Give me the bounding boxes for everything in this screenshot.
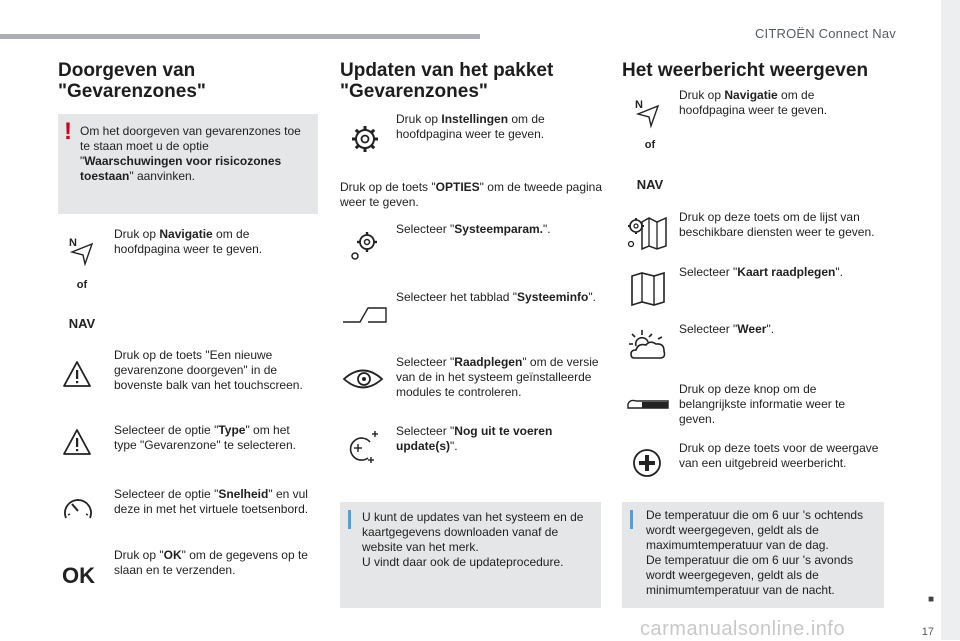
svg-text:N: N [69, 237, 77, 249]
or-label: of [644, 139, 656, 151]
step-text: Selecteer het tabblad "Systeeminfo". [396, 290, 596, 304]
section-title-update-package: Updaten van het pakket "Gevarenzones" [340, 60, 554, 102]
watermark: carmanualsonline.info [640, 618, 846, 640]
step-text: Selecteer "Weer". [679, 322, 775, 336]
step-text: Selecteer "Kaart raadplegen". [679, 265, 843, 279]
step-text: Selecteer "Systeemparam.". [396, 222, 551, 236]
step-text: Druk op deze toets om de lijst van beschikbare diensten weer te geven. [679, 210, 875, 239]
ok-button-label: OK [62, 563, 95, 588]
notice-text: Om het doorgeven van gevarenzones toe te staan moet u de optie "Waarschuwingen voor risicozones toestaan" aanvinken. [80, 124, 301, 183]
page-marker: ■ [927, 594, 934, 605]
exclamation-icon: ! [64, 118, 72, 145]
warning-triangle-icon [62, 360, 92, 388]
info-text: U kunt de updates van het systeem en de kaartgegevens downloaden vanaf de website van het merk. U vindt daar ook de updateprocedure. [362, 510, 584, 569]
warning-triangle-icon [62, 428, 92, 456]
manual-title: CITROËN Connect Nav [754, 26, 896, 41]
step-text: Druk op de toets "OPTIES" om de tweede pagina weer te geven. [340, 180, 603, 209]
step-text: Selecteer "Nog uit te voeren update(s)". [396, 424, 553, 453]
step-text: Druk op de toets "Een nieuwe gevarenzone doorgeven" in de bovenste balk van het touchscreen. [114, 348, 303, 392]
expand-plus-icon [632, 448, 662, 478]
info-text: De temperatuur die om 6 uur 's ochtends wordt weergegeven, geldt als de maximumtemperatuur van de dag. De temperatuur die om 6 uur 's avonds wordt weergegeven, geldt als de minimumtemperatuur van de nacht. [646, 508, 864, 597]
section-title-hazard-zones: Doorgeven van "Gevarenzones" [58, 60, 206, 102]
navigation-arrow-icon [634, 96, 662, 130]
system-settings-icon [348, 230, 380, 262]
map-icon [630, 272, 666, 306]
eye-view-icon [342, 366, 384, 392]
svg-text:N: N [635, 99, 643, 111]
tab-icon [342, 304, 388, 324]
navigation-arrow-icon [68, 234, 96, 268]
step-text: Druk op deze toets voor de weergave van een uitgebreid weerbericht. [679, 441, 879, 470]
speedometer-icon [62, 494, 94, 524]
nav-button-label: NAV [68, 316, 96, 331]
weather-info-bar-icon [626, 396, 670, 412]
weather-sun-cloud-icon [628, 328, 668, 362]
section-title-weather: Het weerbericht weergeven [622, 60, 869, 81]
update-refresh-icon [342, 428, 382, 466]
page-number: 17 [921, 626, 934, 638]
step-text: Selecteer de optie "Type" om het type "Gevarenzone" te selecteren. [114, 423, 296, 452]
step-text: Druk op "OK" om de gegevens op te slaan en te verzenden. [114, 548, 308, 577]
page-side-strip [941, 0, 960, 640]
step-text: Selecteer de optie "Snelheid" en vul deze in met het virtuele toetsenbord. [114, 487, 309, 516]
top-rule [0, 34, 480, 39]
step-text: Druk op Navigatie om de hoofdpagina weer te geven. [679, 88, 828, 117]
services-map-icon [626, 216, 668, 250]
step-text: Druk op Navigatie om de hoofdpagina weer te geven. [114, 227, 263, 256]
step-text: Druk op Instellingen om de hoofdpagina weer te geven. [396, 112, 545, 141]
info-icon [630, 515, 633, 529]
info-icon [348, 515, 351, 529]
nav-button-label: NAV [636, 177, 664, 192]
or-label: of [76, 279, 88, 291]
settings-gear-icon [350, 124, 380, 154]
step-text: Druk op deze knop om de belangrijkste informatie weer te geven. [679, 382, 846, 426]
step-text: Selecteer "Raadplegen" om de versie van de in het systeem geïnstalleerde modules te controleren. [396, 355, 599, 399]
